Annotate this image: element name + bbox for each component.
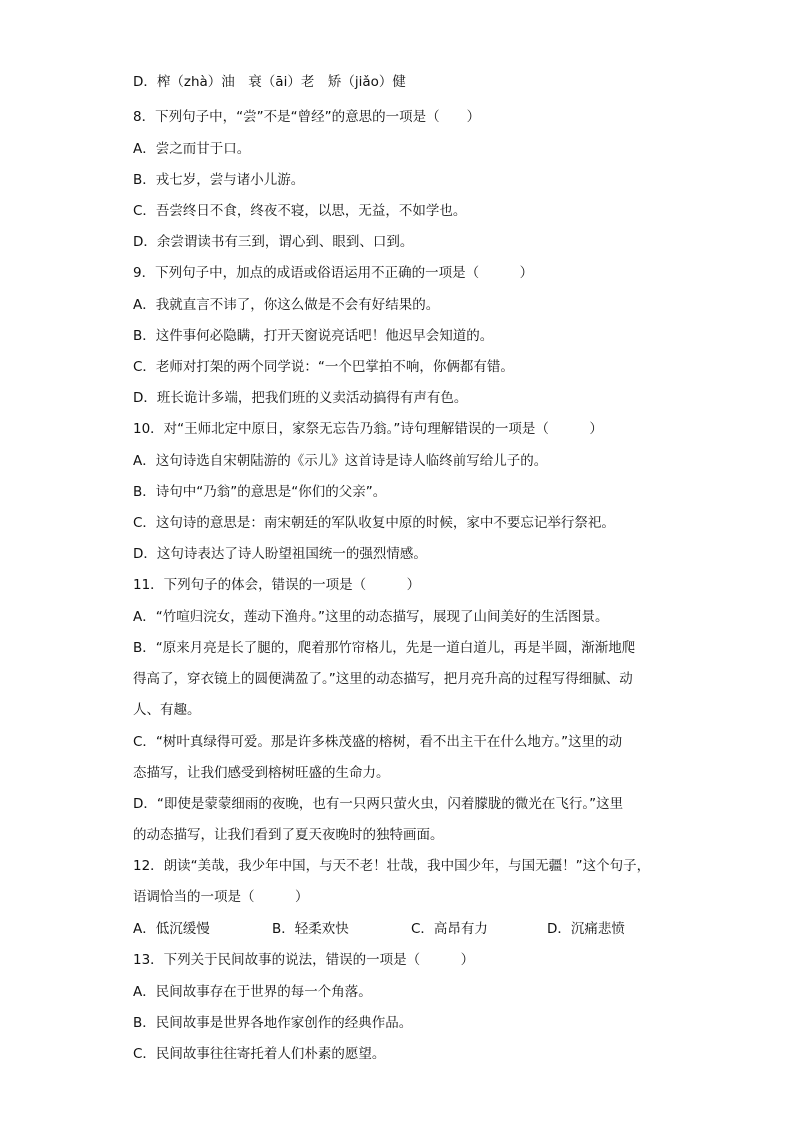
text-line: D．榨（zhà）油 衰（āi）老 矫（jiǎo）健 bbox=[133, 74, 406, 90]
question-10: 10．对“王师北定中原日，家祭无忘告乃翁。”诗句理解错误的一项是（ ） bbox=[133, 421, 603, 437]
option-line: A．尝之而甘于口。 bbox=[133, 141, 251, 157]
option-line: 的动态描写，让我们看到了夏天夜晚时的独特画面。 bbox=[133, 827, 444, 843]
option-line: B．这件事何必隐瞒，打开天窗说亮话吧！他迟早会知道的。 bbox=[133, 328, 494, 344]
option-line: C．“树叶真绿得可爱。那是许多株茂盛的榕树，看不出主干在什么地方。”这里的动 bbox=[133, 734, 623, 750]
question-12: 12．朗读“美哉，我少年中国，与天不老！壮哉，我中国少年，与国无疆！”这个句子， bbox=[133, 858, 651, 874]
choice-a: A．低沉缓慢 bbox=[133, 921, 210, 937]
question-11: 11．下列句子的体会，错误的一项是（ ） bbox=[133, 577, 421, 593]
option-line: D．这句诗表达了诗人盼望祖国统一的强烈情感。 bbox=[133, 546, 427, 562]
choice-c: C．高昂有力 bbox=[411, 921, 488, 937]
option-line: A．“竹喧归浣女，莲动下渔舟。”这里的动态描写，展现了山间美好的生活图景。 bbox=[133, 609, 609, 625]
option-line: C．民间故事往往寄托着人们朴素的愿望。 bbox=[133, 1046, 386, 1062]
option-line: B．“原来月亮是长了腿的，爬着那竹帘格儿，先是一道白道儿，再是半圆，渐渐地爬 bbox=[133, 640, 636, 656]
option-line: 人、有趣。 bbox=[133, 702, 201, 718]
option-line: B．民间故事是世界各地作家创作的经典作品。 bbox=[133, 1015, 413, 1031]
question-8: 8．下列句子中，“尝”不是“曾经”的意思的一项是（ ） bbox=[133, 109, 481, 125]
option-line: A．我就直言不讳了，你这么做是不会有好结果的。 bbox=[133, 297, 440, 313]
option-line: C．吾尝终日不食，终夜不寝，以思，无益，不如学也。 bbox=[133, 203, 467, 219]
option-line: A．这句诗选自宋朝陆游的《示儿》这首诗是诗人临终前写给儿子的。 bbox=[133, 453, 548, 469]
option-line: B．诗句中“乃翁”的意思是“你们的父亲”。 bbox=[133, 484, 387, 500]
option-line: D．班长诡计多端，把我们班的义卖活动搞得有声有色。 bbox=[133, 390, 468, 406]
choice-b: B．轻柔欢快 bbox=[272, 921, 349, 937]
choice-d: D．沉痛悲愤 bbox=[547, 921, 625, 937]
option-line: 态描写，让我们感受到榕树旺盛的生命力。 bbox=[133, 765, 390, 781]
option-line: C．这句诗的意思是：南宋朝廷的军队收复中原的时候，家中不要忘记举行祭祀。 bbox=[133, 515, 615, 531]
option-line: C．老师对打架的两个同学说：“一个巴掌拍不响，你俩都有错。 bbox=[133, 359, 514, 375]
question-9: 9．下列句子中，加点的成语或俗语运用不正确的一项是（ ） bbox=[133, 265, 534, 281]
option-line: A．民间故事存在于世界的每一个角落。 bbox=[133, 984, 372, 1000]
option-line: D．余尝谓读书有三到，谓心到、眼到、口到。 bbox=[133, 234, 414, 250]
question-13: 13．下列关于民间故事的说法，错误的一项是（ ） bbox=[133, 952, 475, 968]
option-line: B．戎七岁，尝与诸小儿游。 bbox=[133, 172, 305, 188]
option-line: 得高了，穿衣镜上的圆便满盈了。”这里的动态描写，把月亮升高的过程写得细腻、动 bbox=[133, 671, 633, 687]
question-12-continued: 语调恰当的一项是（ ） bbox=[133, 889, 309, 905]
option-line: D．“即使是蒙蒙细雨的夜晚，也有一只两只萤火虫，闪着朦胧的微光在飞行。”这里 bbox=[133, 796, 624, 812]
